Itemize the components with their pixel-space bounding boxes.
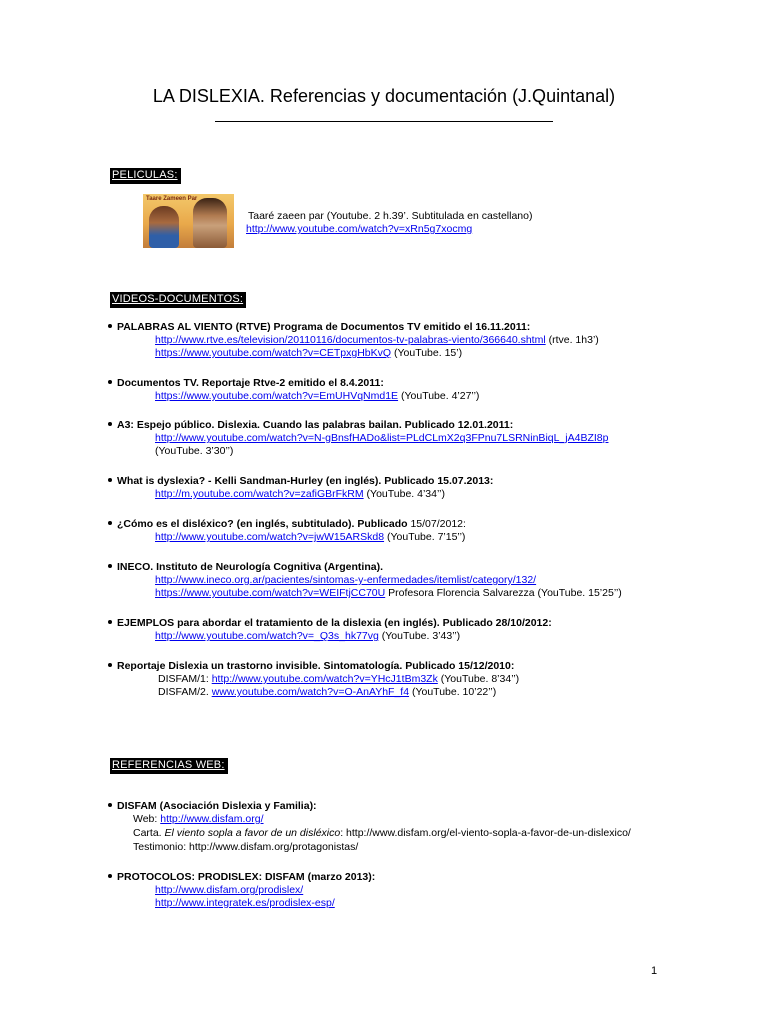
item-heading: PALABRAS AL VIENTO (RTVE) Programa de Documentos TV emitido el 16.11.2011: bbox=[117, 321, 531, 333]
item-note: (YouTube. 15’) bbox=[391, 347, 463, 359]
movie-description: Taaré zaeen par (Youtube. 2 h.39’. Subtitulada en castellano) bbox=[248, 210, 533, 222]
movie-link[interactable]: http://www.youtube.com/watch?v=xRn5g7xocmg bbox=[246, 223, 473, 235]
item-heading: ¿Cómo es el disléxico? (en inglés, subtitulado). Publicado bbox=[117, 518, 408, 530]
item-prefix: Web: bbox=[133, 813, 161, 825]
list-item bbox=[108, 800, 317, 813]
list-item bbox=[108, 660, 514, 673]
bullet-icon bbox=[108, 380, 112, 384]
item-url-text: : http://www.disfam.org/el-viento-sopla-a-favor-de-un-dislexico/ bbox=[340, 827, 631, 839]
bullet-icon bbox=[108, 874, 112, 878]
item-note: (YouTube. 4’27’’) bbox=[398, 390, 480, 402]
section-label: REFERENCIAS WEB: bbox=[112, 759, 225, 771]
item-link[interactable]: http://m.youtube.com/watch?v=zafiGBrFkRM bbox=[155, 488, 364, 500]
list-item bbox=[108, 871, 375, 884]
thumbnail-figure bbox=[149, 206, 179, 248]
section-label: VIDEOS-DOCUMENTOS: bbox=[112, 293, 244, 305]
item-heading: PROTOCOLOS: PRODISLEX: DISFAM (marzo 2013): bbox=[117, 871, 376, 883]
item-link[interactable]: http://www.disfam.org/ bbox=[160, 813, 264, 825]
item-note: (YouTube. 7’15’’) bbox=[384, 531, 466, 543]
item-link[interactable]: http://www.youtube.com/watch?v=jwW15ARSkd8 bbox=[155, 531, 385, 543]
list-item bbox=[108, 377, 384, 390]
list-item bbox=[108, 475, 493, 488]
list-item bbox=[108, 419, 513, 432]
item-link[interactable]: https://www.youtube.com/watch?v=CETpxgHbKvQ bbox=[155, 347, 392, 359]
thumbnail-figure bbox=[193, 198, 227, 248]
item-heading: DISFAM (Asociación Dislexia y Familia): bbox=[117, 800, 317, 812]
item-note: (YouTube. 8’34’’) bbox=[437, 673, 520, 685]
list-item bbox=[108, 518, 466, 531]
item-heading: What is dyslexia? - Kelli Sandman-Hurley (en inglés). Publicado 15.07.2013: bbox=[117, 475, 494, 487]
item-note: Testimonio: http://www.disfam.org/protagonistas/ bbox=[133, 841, 359, 853]
item-note: (YouTube. 4’34’’) bbox=[363, 488, 445, 500]
bullet-icon bbox=[108, 803, 112, 807]
bullet-icon bbox=[108, 422, 112, 426]
item-link[interactable]: http://www.rtve.es/television/20110116/documentos-tv-palabras-viento/366640.shtml bbox=[155, 334, 546, 346]
bullet-icon bbox=[108, 478, 112, 482]
item-link[interactable]: http://www.integratek.es/prodislex-esp/ bbox=[155, 897, 335, 909]
page-title: LA DISLEXIA. Referencias y documentación (J.Quintanal) bbox=[152, 86, 616, 106]
item-prefix: DISFAM/1: bbox=[158, 673, 212, 685]
section-videos bbox=[110, 292, 246, 308]
section-peliculas bbox=[110, 168, 181, 184]
item-title: El viento sopla a favor de un disléxico bbox=[164, 827, 341, 839]
item-heading: Reportaje Dislexia un trastorno invisible. Sintomatología. Publicado 15/12/2010: bbox=[117, 660, 515, 672]
list-item bbox=[108, 561, 383, 574]
item-link[interactable]: www.youtube.com/watch?v=O-AnAYhF_f4 bbox=[211, 686, 410, 698]
item-note: (YouTube. 3’43’’) bbox=[378, 630, 461, 642]
page-number: 1 bbox=[651, 965, 658, 977]
bullet-icon bbox=[108, 564, 112, 568]
bullet-icon bbox=[108, 620, 112, 624]
item-link[interactable]: https://www.youtube.com/watch?v=EmUHVqNmd1E bbox=[155, 390, 399, 402]
item-heading: INECO. Instituto de Neurología Cognitiva (Argentina). bbox=[117, 561, 384, 573]
item-link[interactable]: https://www.youtube.com/watch?v=WEIFtjCC70U bbox=[155, 587, 386, 599]
item-heading: Documentos TV. Reportaje Rtve-2 emitido el 8.4.2011: bbox=[117, 377, 384, 389]
bullet-icon bbox=[108, 521, 112, 525]
title-underline bbox=[215, 121, 553, 122]
item-prefix: Carta. bbox=[133, 827, 165, 839]
item-heading: EJEMPLOS para abordar el tratamiento de la dislexia (en inglés). Publicado 28/10/2012: bbox=[117, 617, 552, 629]
item-link[interactable]: http://www.youtube.com/watch?v=_Q3s_hk77vg bbox=[155, 630, 379, 642]
section-referencias bbox=[110, 758, 228, 774]
bullet-icon bbox=[108, 324, 112, 328]
item-note: (YouTube. 3’30’’) bbox=[155, 445, 234, 457]
item-heading: A3: Espejo público. Dislexia. Cuando las palabras bailan. Publicado 12.01.2011: bbox=[117, 419, 514, 431]
item-prefix: DISFAM/2. bbox=[158, 686, 212, 698]
section-label: PELICULAS: bbox=[112, 169, 178, 181]
item-note: (rtve. 1h3’) bbox=[545, 334, 599, 346]
thumbnail-logo: Taare Zameen Par bbox=[146, 196, 198, 202]
item-date: 15/07/2012: bbox=[407, 518, 466, 530]
item-note: (YouTube. 10’22’’) bbox=[409, 686, 497, 698]
list-item bbox=[108, 617, 552, 630]
item-link[interactable]: http://www.ineco.org.ar/pacientes/sintomas-y-enfermedades/itemlist/category/132/ bbox=[155, 574, 537, 586]
item-link[interactable]: http://www.youtube.com/watch?v=N-gBnsfHADo&list=PLdCLmX2q3FPnu7LSRNinBiqL_jA4BZI8p bbox=[155, 432, 609, 444]
item-link[interactable]: http://www.disfam.org/prodislex/ bbox=[155, 884, 304, 896]
item-link[interactable]: http://www.youtube.com/watch?v=YHcJ1tBm3Zk bbox=[211, 673, 438, 685]
movie-thumbnail bbox=[143, 194, 234, 248]
list-item bbox=[108, 321, 530, 334]
item-note: Profesora Florencia Salvarezza (YouTube. 15’25’’) bbox=[385, 587, 622, 599]
bullet-icon bbox=[108, 663, 112, 667]
